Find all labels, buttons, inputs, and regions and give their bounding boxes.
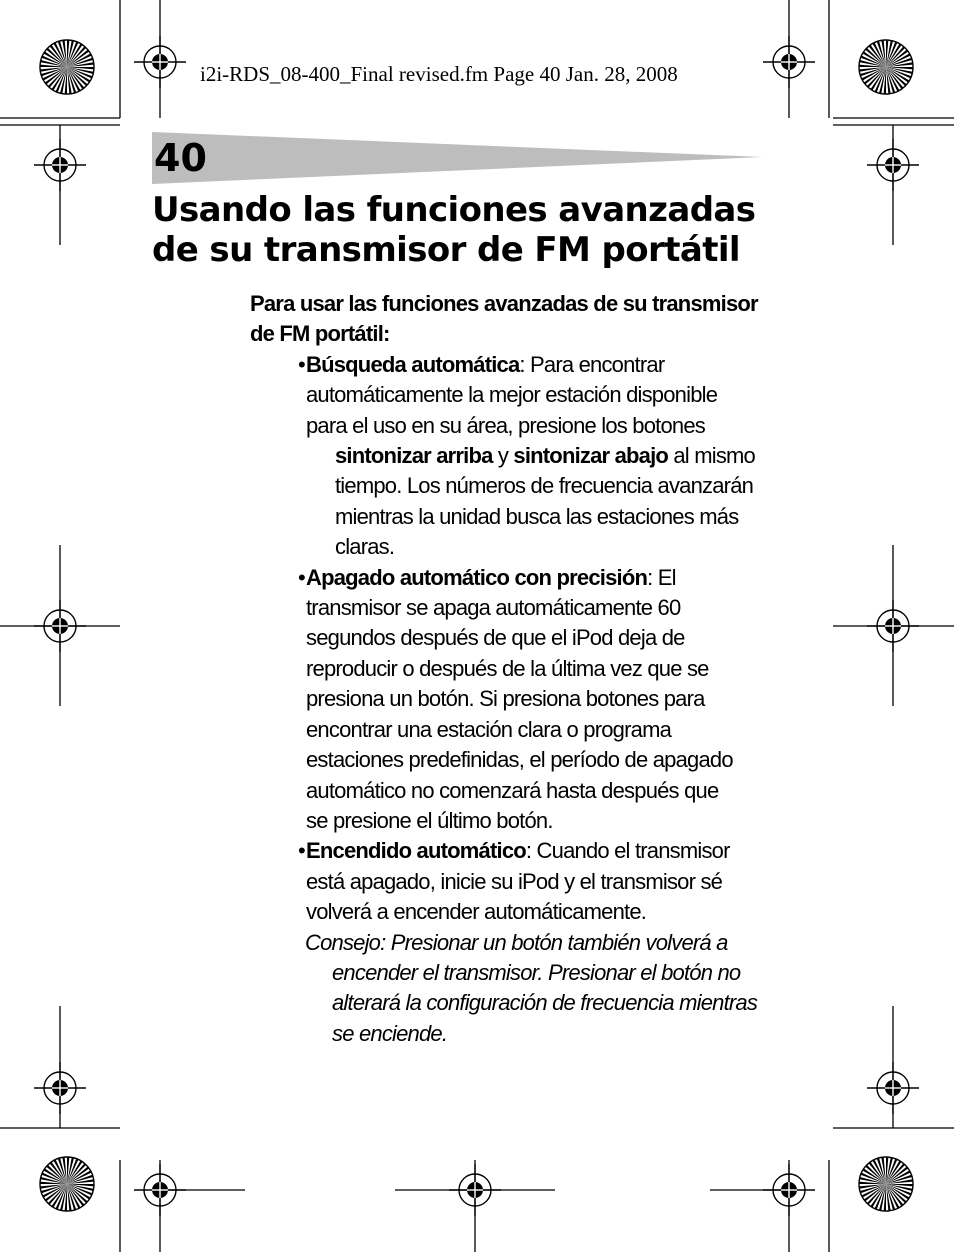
file-info-header: i2i-RDS_08-400_Final revised.fm Page 40 Jan. 28, 2008 bbox=[200, 62, 678, 86]
bullet-text bbox=[306, 836, 770, 927]
bullet-body: : Cuando el transmisor está apagado, inicie su iPod y el transmisor sé volverá a encender automáticamente. bbox=[306, 838, 730, 925]
registration-target-icon bbox=[134, 36, 186, 88]
bullet-body: y bbox=[492, 443, 514, 469]
registration-target-icon bbox=[449, 1164, 501, 1216]
bullet-text bbox=[306, 350, 770, 563]
bullet-emphasis: sintonizar arriba bbox=[335, 443, 493, 469]
bullet-body: : Para encontrar automáticamente la mejor estación disponible para el uso en su área, presione los botones bbox=[306, 351, 718, 438]
bullet-text bbox=[306, 563, 770, 837]
registration-target-icon bbox=[763, 1164, 815, 1216]
main-content bbox=[250, 289, 770, 1049]
bullet-term: Encendido automático bbox=[306, 838, 526, 864]
starburst-mark-icon bbox=[40, 40, 94, 94]
list-item bbox=[298, 563, 770, 837]
registration-target-icon bbox=[34, 1062, 86, 1114]
page-number: 40 bbox=[154, 136, 207, 180]
intro-heading: Para usar las funciones avanzadas de su transmisor de FM portátil: bbox=[250, 291, 758, 347]
registration-target-icon bbox=[34, 139, 86, 191]
page-title bbox=[152, 190, 792, 270]
starburst-mark-icon bbox=[40, 1157, 94, 1211]
tip-note: Consejo: Presionar un botón también volverá a encender el transmisor. Presionar el botón no alterará la configuración de frecuencia mientras se enciende. bbox=[305, 929, 758, 1046]
registration-target-icon bbox=[867, 600, 919, 652]
bullet-icon: • bbox=[298, 838, 305, 864]
registration-target-icon bbox=[867, 139, 919, 191]
list-item bbox=[298, 836, 770, 927]
bullet-emphasis: sintonizar abajo bbox=[513, 443, 669, 469]
registration-target-icon bbox=[867, 1062, 919, 1114]
bullet-icon: • bbox=[298, 351, 305, 377]
registration-target-icon bbox=[34, 600, 86, 652]
page-number-banner bbox=[152, 132, 762, 184]
starburst-mark-icon bbox=[859, 1157, 913, 1211]
bullet-term: Búsqueda automática bbox=[306, 351, 520, 377]
page-title-line-1: Usando las funciones avanzadas bbox=[152, 190, 756, 230]
list-item bbox=[298, 350, 770, 563]
bullet-body: : El transmisor se apaga automáticamente 60 segundos después de que el iPod deja de reproducir o después de la última vez que se presiona un botón. Si presiona botones para encontrar una estación clara o programa estaciones predefinidas, el período de apagado automático no comenzará hasta después que se presione el último botón. bbox=[306, 564, 733, 833]
bullet-body: al mismo tiempo. Los números de frecuencia avanzarán mientras la unidad busca las estaciones más claras. bbox=[335, 443, 755, 560]
bullet-term: Apagado automático con precisión bbox=[306, 564, 648, 590]
page-title-line-2: de su transmisor de FM portátil bbox=[152, 230, 740, 270]
registration-target-icon bbox=[134, 1164, 186, 1216]
registration-target-icon bbox=[763, 36, 815, 88]
starburst-mark-icon bbox=[859, 40, 913, 94]
bullet-icon: • bbox=[298, 564, 305, 590]
